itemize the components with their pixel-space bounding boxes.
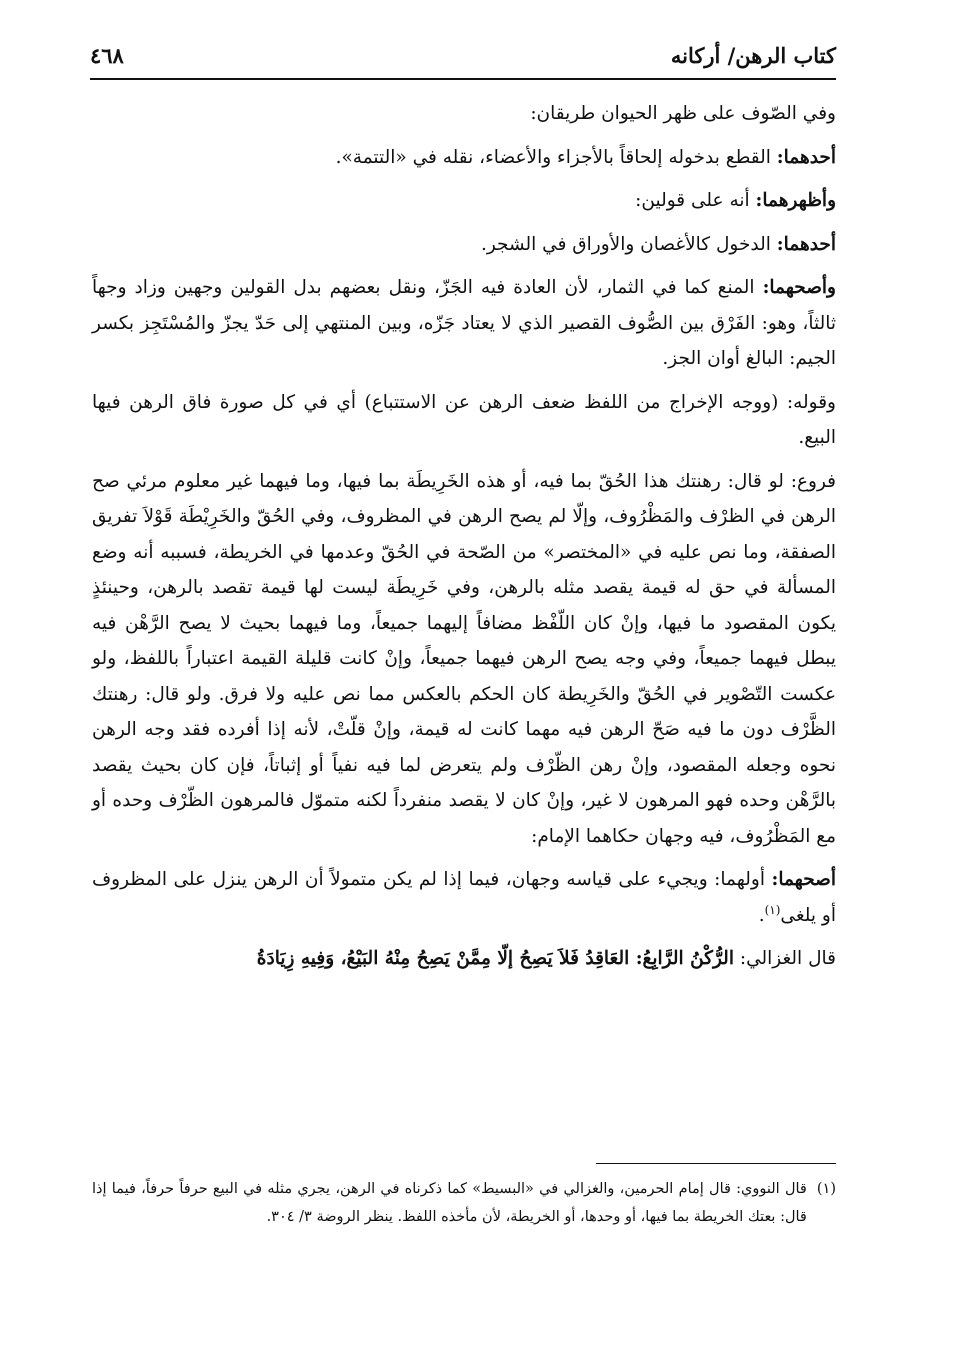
paragraph-text: الدخول كالأغصان والأوراق في الشجر. [480,233,777,255]
paragraph-sounder-opinion [92,270,836,377]
paragraph-label: أحدهما: [776,233,836,255]
paragraph-label: أحدهما: [776,146,836,168]
paragraph-first-opinion [92,227,836,263]
paragraph-end: . [758,904,765,926]
paragraph-text: المنع كما في الثمار، لأن العادة فيه الجَزّ، ونقل بعضهم بدل القولين وجهين وزاد وجهاً ثالثاً، وهو: الفَرْق بين الصُّوف القصير الذي لا يعتاد جَزّه، وبين المنتهي إلى حَدّ يجزّ والمُسْتَجِز بكسر الجيم: البالغ أوان الجز. [92,277,836,369]
footnote-number: (١) [816,1181,836,1197]
paragraph-text: أولهما: ويجيء على قياسه وجهان، فيما إذا لم يكن متمولاً أن الرهن ينزل على المظروف أو يلغى [92,869,836,926]
paragraph-text: وقوله: (ووجه الإخراج من اللفظ ضعف الرهن عن الاستتباع) أي في كل صورة فاق الرهن فيها البيع. [92,391,836,448]
footnote-rule [596,1163,836,1164]
paragraph-text: فروع: لو قال: رهنتك هذا الحُقّ بما فيه، أو هذه الخَرِيطَة بما فيها، وما فيهما غير معلوم مرئي صح الرهن في الظرْف والمَظْرُوف، وإلّا لم يصح الرهن في المظروف، وفي الحُقّ والخَرِيْطَة قَوْلاَ تفريق الصفقة، وما نص عليه في «المختصر» من الصّحة في الحُقّ وعدمها في الخريطة، فسببه أنه وضع المسألة في حق له قيمة يقصد مثله بالرهن، وفي خَرِيطَة ليست لها قيمة تقصد بالرهن، وحينئذٍ يكون المقصود ما فيها، وإنْ كان اللّفْظ مضافاً إليهما جميعاً، وما فيهما بحيث لا يصح الرَّهْن فيه يبطل فيهما جميعاً، وفي وجه يصح الرهن فيهما جميعاً، وإنْ كانت قليلة القيمة اعتباراً باللفظ، ولو عكست التّصْوير في الحُقّ والخَرِيطة كان الحكم بالعكس مما نص عليه ولا فرق. ولو قال: رهنتك الظَّرْف دون ما فيه صَحّ الرهن فيه مهما كانت له قيمة، وإنْ قلّتْ، لأنه إذا أفرده فقد وجه الرهن نحوه وجعله المقصود، وإنْ رهن الظّرْف ولم يتعرض لما فيه نفياً أو إثباتاً، فإن كان بحيث يقصد بالرَّهْن وحده فهو المرهون لا غير، وإنْ كان لا يقصد منفرداً لكنه متموّل فالمرهون الظّرْف وحده أو مع المَظْرُوف، فيه وجهان حكاهما الإمام: [92,470,836,847]
paragraph-text: القطع بدخوله إلحاقاً بالأجزاء والأعضاء، نقله في «التتمة». [335,146,777,168]
paragraph-commentary [92,385,836,456]
paragraph-text: أنه على قولين: [635,190,756,211]
paragraph-label: أصحهما: [771,869,836,890]
paragraph-first-way [92,140,836,176]
ghazali-intro: قال الغزالي: [733,948,836,969]
main-text [92,96,836,985]
paragraph-label: وأظهرهما: [755,190,836,211]
footnote-text: قال النووي: قال إمام الحرمين، والغزالي في «البسيط» كما ذكرناه في الرهن، يجري مثله في البيع حرفاً حرفاً، فيما إذا قال: بعتك الخريطة بما فيها، أو وحدها، أو الخريطة، لأن مأخذه اللفظ. ينظر الروضة ٣/ ٣٠٤. [92,1181,807,1225]
paragraph-text: وفي الصّوف على ظهر الحيوان طريقان: [530,103,836,124]
paragraph-wool-intro [92,96,836,132]
paragraph-branches [92,464,836,855]
ghazali-quote: الرُّكْنُ الرَّابِعُ: العَاقِدُ فَلاَ يَصِحُ إلّا مِمَّنْ يَصِحُ مِنْهُ البَيْعُ، وَفِيهِ زِيَادَةُ [256,948,734,969]
paragraph-second-way [92,183,836,219]
page-header [90,38,836,72]
footnote [92,1175,836,1231]
paragraph-ghazali [92,941,836,977]
paragraph-label: وأصحهما: [762,277,836,298]
footnote-reference[interactable]: (١) [764,902,781,917]
page-number: ٤٦٨ [90,42,124,68]
paragraph-sounder-conclusion [92,862,836,933]
running-title: كتاب الرهن/ أركانه [670,42,836,68]
header-rule [90,78,836,80]
